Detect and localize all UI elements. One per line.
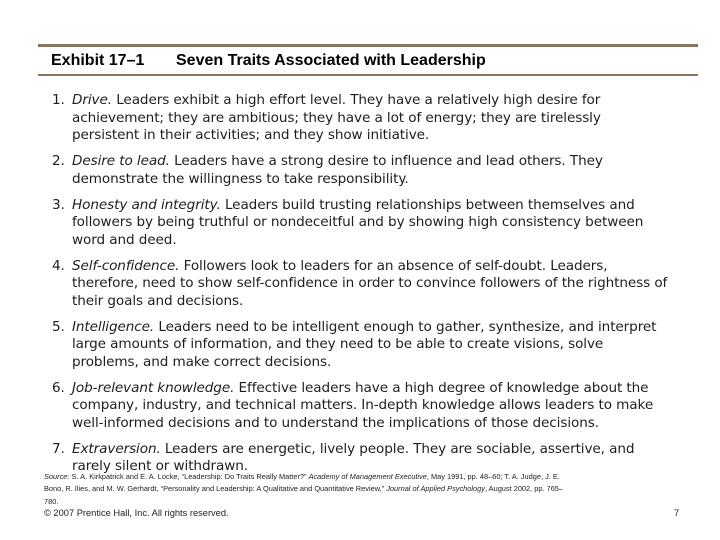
trait-number: 3.: [52, 196, 65, 213]
trait-number: 7.: [52, 440, 65, 457]
trait-name: Job-relevant knowledge.: [72, 379, 235, 396]
trait-name: Honesty and integrity.: [72, 196, 221, 213]
header-top-rule: [38, 44, 698, 47]
source-text: , August 2002, pp. 765–780.: [44, 484, 564, 506]
trait-item-self-confidence: [52, 258, 672, 311]
trait-description: Leaders have a strong desire to influence and lead others. They demonstrate the willingness to take responsibility.: [72, 153, 603, 187]
trait-number: 5.: [52, 318, 65, 335]
page-number: 7: [674, 508, 680, 518]
trait-item-job-knowledge: [52, 380, 672, 433]
copyright-notice: © 2007 Prentice Hall, Inc. All rights reserved.: [44, 508, 229, 518]
trait-item-desire-to-lead: [52, 153, 672, 188]
trait-number: 6.: [52, 379, 65, 396]
source-journal: Journal of Applied Psychology: [386, 484, 485, 494]
trait-name: Drive.: [72, 92, 112, 108]
exhibit-label: Exhibit 17–1: [51, 52, 145, 69]
trait-number: 2.: [52, 153, 65, 169]
trait-number: 4.: [52, 257, 65, 274]
source-text: , May 1991, pp. 48–60; T. A. Judge, J. E. Bono, R. Ilies, and M. W. Gerhardt, “Personality and Leadership: A Qualitative and Quantitative Review,”: [44, 472, 560, 494]
trait-name: Extraversion.: [72, 440, 161, 457]
trait-description: Leaders build trusting relationships between themselves and followers by being truthful or nondeceitful and by showing high consistency between word and deed.: [72, 196, 644, 248]
source-prefix: Source:: [44, 472, 70, 481]
trait-name: Intelligence.: [72, 318, 155, 335]
source-citation: [44, 471, 564, 508]
trait-item-honesty-integrity: [52, 197, 672, 250]
trait-item-drive: [52, 92, 672, 145]
trait-description: Leaders are energetic, lively people. They are sociable, assertive, and rarely silent or withdrawn.: [72, 440, 635, 474]
source-journal: Academy of Management Executive: [308, 472, 427, 481]
source-text: S. A. Kirkpatrick and E. A. Locke, “Leadership: Do Traits Really Matter?”: [69, 472, 309, 481]
header-bottom-rule: [38, 74, 698, 76]
trait-item-intelligence: [52, 319, 672, 372]
trait-name: Self-confidence.: [72, 257, 180, 274]
exhibit-title: Seven Traits Associated with Leadership: [176, 52, 486, 69]
trait-description: Followers look to leaders for an absence of self-doubt. Leaders, therefore, need to show self-confidence in order to convince followers of the rightness of their goals and decisions.: [72, 257, 668, 309]
trait-description: Effective leaders have a high degree of knowledge about the company, industry, and technical matters. In-depth knowledge allows leaders to make well-informed decisions and to understand the implications of those decisions.: [72, 379, 654, 431]
traits-list: [52, 92, 672, 484]
trait-name: Desire to lead.: [72, 153, 170, 169]
trait-description: Leaders exhibit a high effort level. They have a relatively high desire for achievement; they are ambitious; they have a lot of energy; they are tirelessly persistent in their activities; and they show initiative.: [72, 92, 601, 143]
trait-description: Leaders need to be intelligent enough to gather, synthesize, and interpret large amounts of information, and they need to be able to create visions, solve problems, and make correct decisions.: [72, 318, 657, 370]
trait-number: 1.: [52, 92, 65, 108]
